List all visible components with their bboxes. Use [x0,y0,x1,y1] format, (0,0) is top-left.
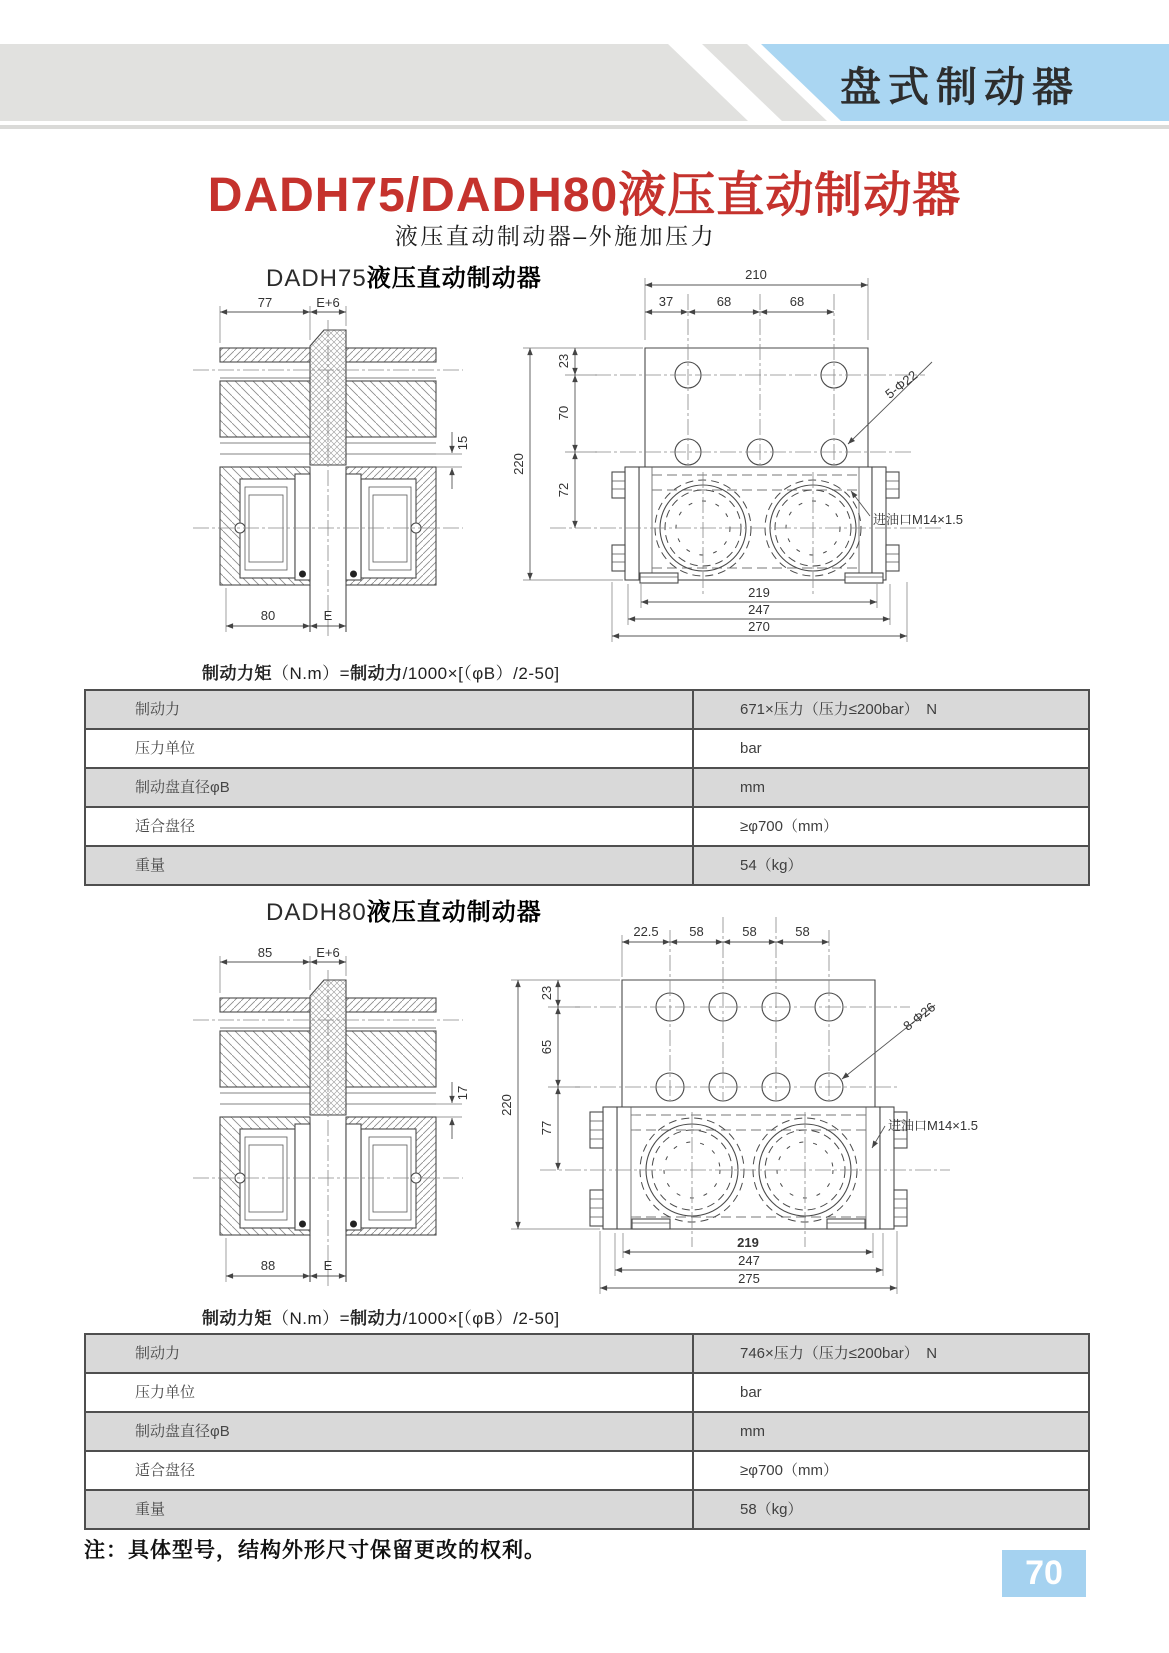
table-row [86,1413,1088,1452]
dim-label: 70 [556,405,571,421]
dim-label: 77 [539,1120,554,1136]
page-number-badge: 70 [1002,1550,1086,1597]
formula-part: 制动力 [350,1309,403,1328]
formula-part: 制动力 [350,664,403,683]
row-label: 压力单位 [86,730,694,767]
dim-label: 220 [499,1094,514,1116]
table-row [86,847,1088,884]
dadh75-plan-dimensions [511,267,963,642]
dadh75-plan-drawing [495,250,965,648]
dim-label: 68 [789,294,805,309]
table-row [86,808,1088,847]
dim-label: 68 [716,294,732,309]
dim-label: 22.5 [633,924,659,939]
dadh80-cross-section-drawing [178,938,478,1298]
row-label: 制动盘直径φB [86,769,694,806]
spec-table-dadh75 [84,689,1090,886]
dim-label: 275 [738,1271,760,1286]
dim-label: E [323,608,333,623]
dim-label: 210 [745,267,767,282]
formula-part: 制动力矩 [202,664,272,683]
dadh80-plan-body [540,917,950,1247]
footnote: 注：具体型号，结构外形尺寸保留更改的权利。 [84,1539,546,1562]
dim-label: 58 [742,924,757,939]
dim-label: 77 [257,295,273,310]
formula-part: （N.m）= [272,664,351,683]
row-label: 制动力 [86,691,694,728]
dim-label: 220 [511,453,526,475]
row-value: mm [740,779,765,796]
torque-formula [202,1304,560,1329]
spec-table-dadh80 [84,1333,1090,1530]
formula-part: （N.m）= [272,1309,351,1328]
torque-formula [202,659,560,684]
formula-part: /1000×[（φB）/2-50] [402,1309,560,1328]
holes-callout: 5-Φ22 [882,367,921,402]
row-label: 重量 [86,847,694,884]
dim-label: 80 [260,608,276,623]
dim-label: 72 [556,482,571,498]
holes-callout: 8-Φ26 [900,999,939,1034]
header-rule [0,125,1169,129]
row-label: 适合盘径 [86,808,694,845]
dim-label: 85 [257,945,273,960]
oil-port-label: 进油口M14×1.5 [873,512,963,527]
row-label: 制动盘直径φB [86,1413,694,1450]
dim-label: 270 [748,619,770,634]
table-row [86,1452,1088,1491]
table-row [86,1374,1088,1413]
row-label: 重量 [86,1491,694,1528]
dim-label: 247 [738,1253,760,1268]
table-row [86,769,1088,808]
model-code: DADH80 [266,899,367,926]
table-row [86,1491,1088,1528]
page-subtitle: 液压直动制动器–外施加压力 [394,223,717,249]
dim-label: 58 [689,924,704,939]
dim-label: 247 [748,602,770,617]
dadh75-section-body [193,320,463,636]
row-value: 746×压力（压力≤200bar） N [740,1345,938,1362]
model-name: 液压直动制动器 [366,899,542,926]
row-value: mm [740,1423,765,1440]
row-label: 适合盘径 [86,1452,694,1489]
dim-label: 58 [795,924,810,939]
row-value: ≥φ700（mm） [740,818,838,835]
row-value: 54（kg） [740,857,803,874]
row-value: ≥φ700（mm） [740,1462,838,1479]
table-row [86,1335,1088,1374]
row-label: 制动力 [86,1335,694,1372]
formula-part: 制动力矩 [202,1309,272,1328]
table-row [86,691,1088,730]
row-value: bar [740,1384,762,1401]
row-value: 58（kg） [740,1501,803,1518]
model-name: 液压直动制动器 [366,265,542,292]
category-label: 盘式制动器 [840,64,1080,110]
row-value: 671×压力（压力≤200bar） N [740,701,938,718]
row-label: 压力单位 [86,1374,694,1411]
dadh80-section-body [193,970,463,1286]
dim-label: 23 [539,985,554,1001]
dadh75-plan-body [550,294,943,595]
dadh80-plan-drawing [480,902,980,1302]
dadh75-cross-section-drawing [178,288,478,648]
dim-label: E [323,1258,333,1273]
dim-label: 88 [260,1258,276,1273]
dim-label: 15 [455,435,470,451]
dim-label: 65 [539,1039,554,1055]
dim-label: 17 [455,1085,470,1101]
row-value: bar [740,740,762,757]
model-code: DADH75 [266,265,367,292]
formula-part: /1000×[（φB）/2-50] [402,664,560,683]
oil-port-label: 进油口M14×1.5 [888,1118,978,1133]
dim-label: 219 [737,1235,759,1250]
page-title: DADH75/DADH80液压直动制动器 [207,169,962,222]
dim-label: E+6 [316,945,340,960]
dim-label: 23 [556,353,571,369]
dim-label: E+6 [316,295,340,310]
dim-label: 219 [748,585,770,600]
dim-label: 37 [658,294,674,309]
table-row [86,730,1088,769]
header-band [0,44,1169,121]
